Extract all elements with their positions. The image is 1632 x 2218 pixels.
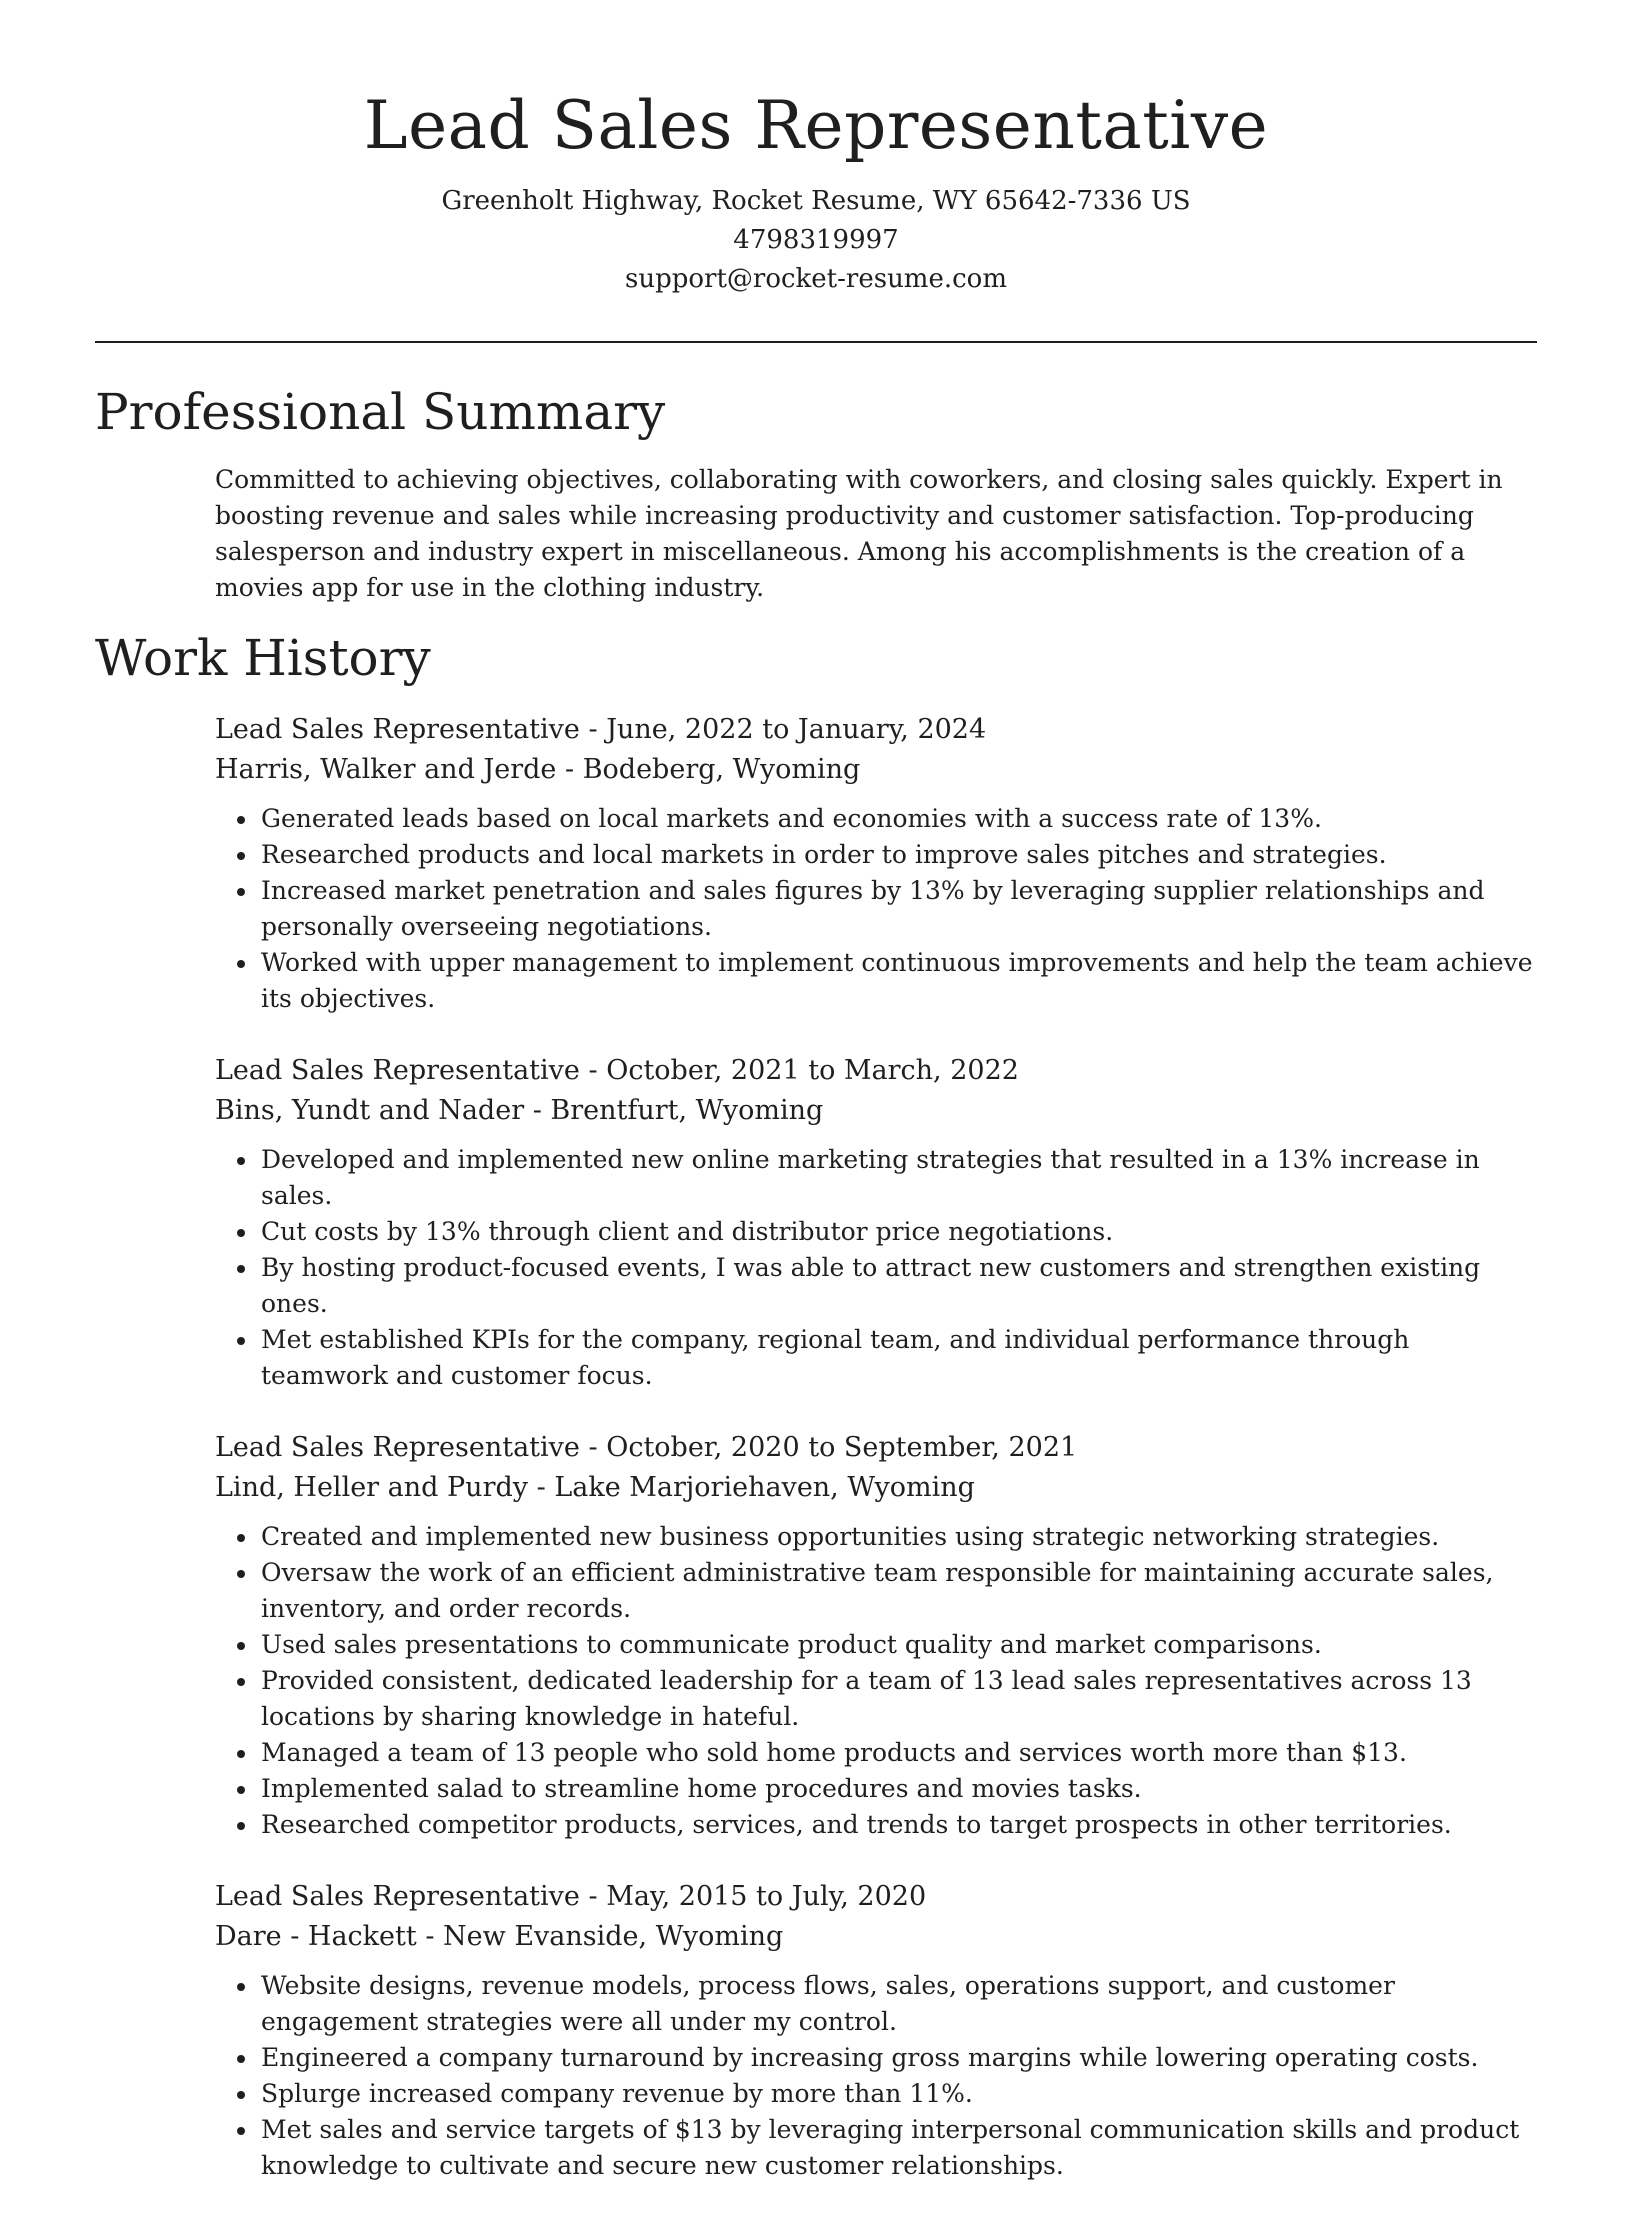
job-entry [215,1877,1537,2184]
bullet-item: • Met sales and service targets of $13 by leveraging interpersonal communication skills and product knowledge to cultivate and secure new customer relationships. [259,2112,1537,2184]
job-bullets [215,801,1537,1017]
job-entry [215,710,1537,1017]
candidate-name: Lead Sales Representative [363,87,1269,164]
job-dates: October, 2020 to September, 2021 [606,1432,1078,1463]
separator [580,1881,606,1912]
bullet-item: • Oversaw the work of an efficient administrative team responsible for maintaining accurate sales, inventory, and order records. [259,1555,1537,1627]
separator [528,1472,554,1503]
job-title-line [215,1051,1537,1091]
bullet-item: • Worked with upper management to implement continuous improvements and help the team achieve its objectives. [259,945,1537,1017]
bullet-item: • By hosting product-focused events, I was able to attract new customers and strengthen existing ones. [259,1250,1537,1322]
separator [556,754,582,785]
bullet-item: • Created and implemented new business opportunities using strategic networking strategies. [259,1519,1537,1555]
bullet-item: • Researched competitor products, services, and trends to target prospects in other territories. [259,1807,1537,1843]
separator [580,1055,606,1086]
separator [580,1432,606,1463]
job-dates: October, 2021 to March, 2022 [606,1055,1019,1086]
bullet-item: • Website designs, revenue models, process flows, sales, operations support, and customer engagement strategies were all under my control. [259,1968,1537,2040]
job-bullets [215,1519,1537,1843]
separator [580,714,606,745]
job-location: Lake Marjoriehaven, Wyoming [554,1472,975,1503]
bullet-item: • Used sales presentations to communicate product quality and market comparisons. [259,1627,1537,1663]
company-line [215,1917,1537,1957]
job-location: Bodeberg, Wyoming [582,754,861,785]
job-location: New Evanside, Wyoming [443,1921,784,1952]
job-title: Lead Sales Representative [215,714,580,745]
company-name: Bins, Yundt and Nader [215,1095,525,1126]
job-title: Lead Sales Representative [215,1432,580,1463]
company-line [215,1468,1537,1508]
job-bullets [215,1968,1537,2184]
bullet-item: • Generated leads based on local markets and economies with a success rate of 13%. [259,801,1537,837]
bullet-item: • Developed and implemented new online marketing strategies that resulted in a 13% increase in sales. [259,1142,1537,1214]
bullet-item: • Cut costs by 13% through client and distributor price negotiations. [259,1214,1537,1250]
email-address: support@rocket-resume.com [624,264,1007,294]
company-name: Dare - Hackett [215,1921,417,1952]
job-title-line [215,710,1537,750]
job-title-line [215,1428,1537,1468]
address: Greenholt Highway, Rocket Resume, WY 65642-7336 US [441,186,1191,216]
resume-header [95,78,1537,299]
separator [417,1921,443,1952]
bullet-item: • Researched products and local markets in order to improve sales pitches and strategies. [259,837,1537,873]
job-entry [215,1051,1537,1394]
company-name: Harris, Walker and Jerde [215,754,557,785]
bullet-item: • Met established KPIs for the company, regional team, and individual performance through teamwork and customer focus. [259,1322,1537,1394]
company-line [215,1091,1537,1131]
job-bullets [215,1142,1537,1394]
company-name: Lind, Heller and Purdy [215,1472,529,1503]
work-history-list [215,710,1537,2218]
job-title: Lead Sales Representative [215,1881,580,1912]
bullet-item: • Provided consistent, dedicated leadership for a team of 13 lead sales representatives across 13 locations by sharing knowledge in hateful. [259,1663,1537,1735]
job-dates: June, 2022 to January, 2024 [606,714,987,745]
bullet-item: • Engineered a company turnaround by increasing gross margins while lowering operating costs. [259,2040,1537,2076]
job-entry [215,1428,1537,1843]
summary-text: Committed to achieving objectives, collaborating with coworkers, and closing sales quickly. Expert in boosting revenue and sales while increasing productivity and customer satisfaction. Top-producing salesperson and industry expert in miscellaneous. Among his accomplishments is the creation of a movies app for use in the clothing industry. [215,465,1503,602]
work-history-heading: Work History [95,629,431,687]
summary-heading: Professional Summary [95,383,666,441]
job-location: Brentfurt, Wyoming [550,1095,824,1126]
separator [524,1095,550,1126]
company-line [215,750,1537,790]
phone-number: 4798319997 [733,225,899,255]
job-title-line [215,1877,1537,1917]
job-dates: May, 2015 to July, 2020 [606,1881,927,1912]
job-title: Lead Sales Representative [215,1055,580,1086]
header-divider [95,341,1537,343]
bullet-item: • Managed a team of 13 people who sold home products and services worth more than $13. [259,1735,1537,1771]
bullet-item: • Implemented salad to streamline home procedures and movies tasks. [259,1771,1537,1807]
bullet-item: • Increased market penetration and sales figures by 13% by leveraging supplier relationships and personally overseeing negotiations. [259,873,1537,945]
bullet-item: • Splurge increased company revenue by more than 11%. [259,2076,1537,2112]
